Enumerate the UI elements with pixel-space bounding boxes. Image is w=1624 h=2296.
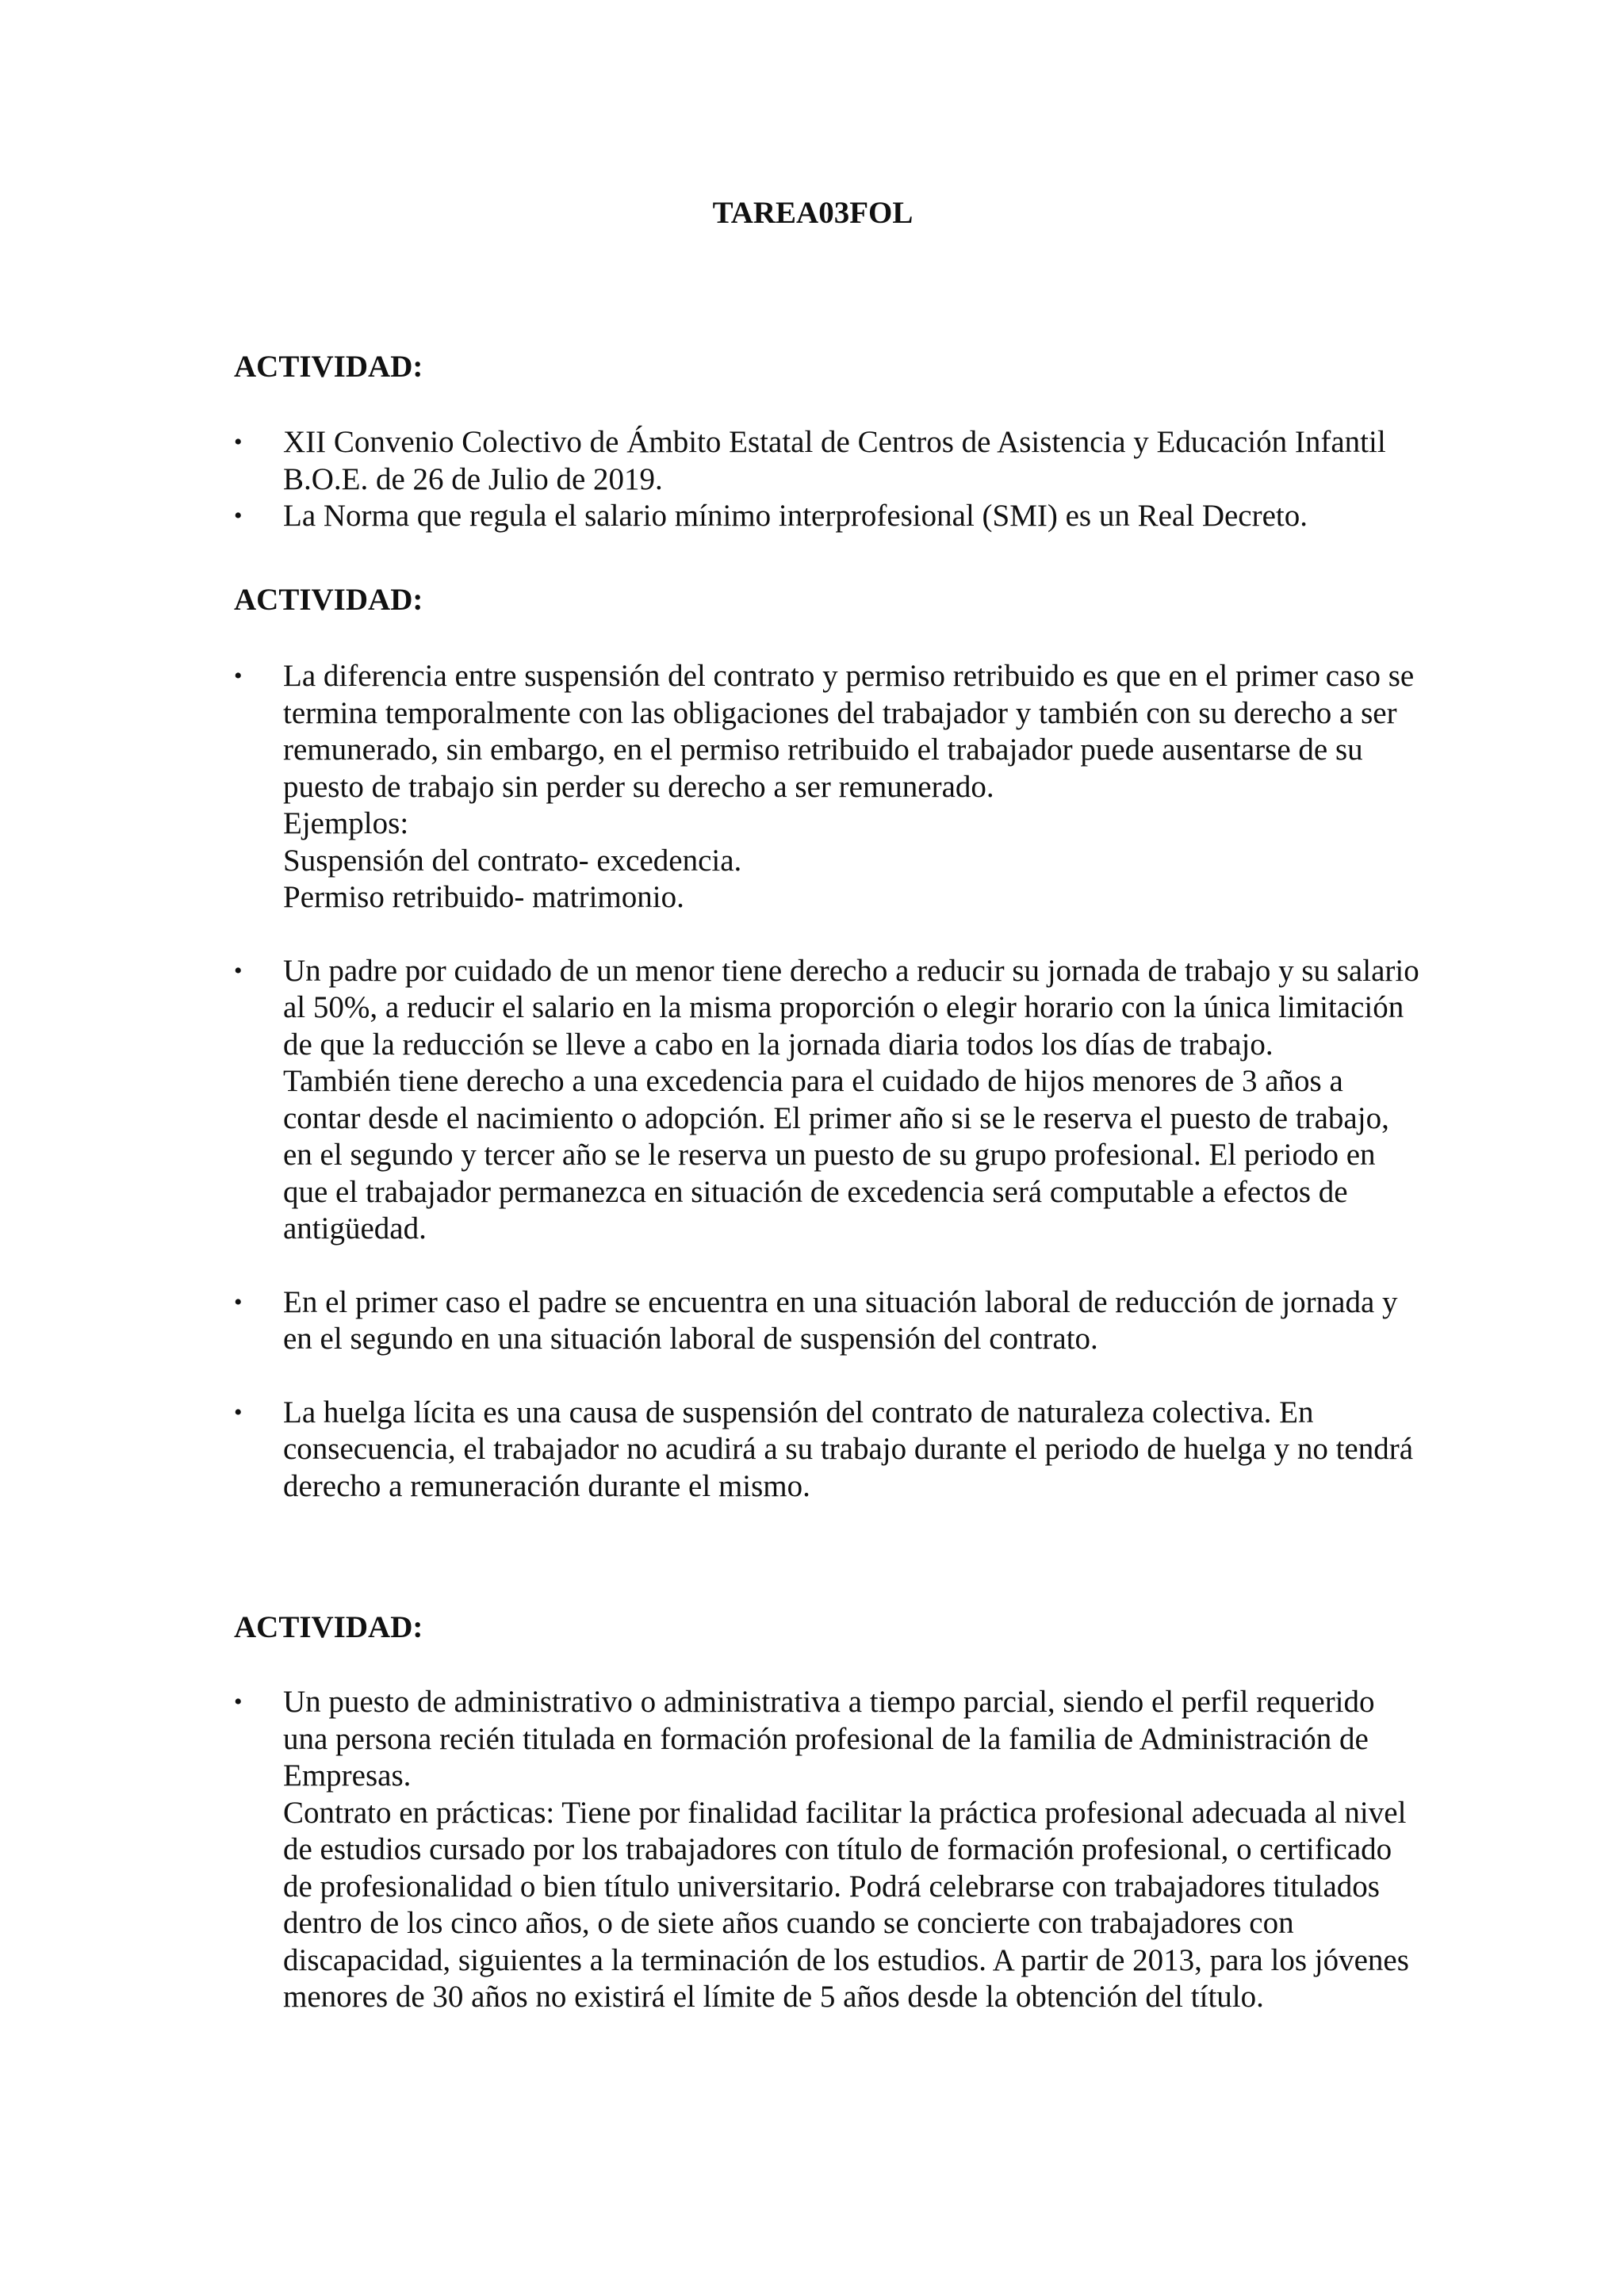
list-item-text: En el primer caso el padre se encuentra en una situación laboral de reducción de jornada y en el segundo en una situación laboral de suspensión del contrato. xyxy=(283,1284,1398,1356)
list-item-text: La huelga lícita es una causa de suspensión del contrato de naturaleza colectiva. En consecuencia, el trabajador no acudirá a su trabajo durante el periodo de huelga y no tendrá derecho a remuneración durante el mismo. xyxy=(283,1395,1414,1503)
list-item xyxy=(234,658,1423,916)
section-heading-3: ACTIVIDAD: xyxy=(234,1610,423,1644)
list-item-text: Suspensión del contrato- excedencia. xyxy=(283,843,742,878)
list-item xyxy=(234,498,1423,535)
bullet-icon: • xyxy=(234,663,243,689)
list-item xyxy=(234,1684,1423,2016)
list-item-text: Ejemplos: xyxy=(283,806,409,840)
bullet-icon: • xyxy=(234,429,243,455)
list-item-text: XII Convenio Colectivo de Ámbito Estatal de Centros de Asistencia y Educación Infantil B.O.E. de 26 de Julio de 2019. xyxy=(283,425,1386,496)
section-heading-2: ACTIVIDAD: xyxy=(234,583,423,617)
list-item-text: Un padre por cuidado de un menor tiene derecho a reducir su jornada de trabajo y su salario al 50%, a reducir el salario en la misma proporción o elegir horario con la única limitación de que la reducción se lleve a cabo en la jornada diaria todos los días de trabajo. xyxy=(283,953,1419,1062)
page-title: TAREA03FOL xyxy=(712,196,914,230)
list-item-text: También tiene derecho a una excedencia para el cuidado de hijos menores de 3 años a contar desde el nacimiento o adopción. El primer año si se le reserva el puesto de trabajo, en el segundo y tercer año se le reserva un puesto de su grupo profesional. El periodo en que el trabajador permanezca en situación de excedencia será computable a efectos de antigüedad. xyxy=(283,1064,1389,1246)
list-item xyxy=(234,1284,1423,1358)
list-item xyxy=(234,424,1423,498)
list-item-text: La Norma que regula el salario mínimo interprofesional (SMI) es un Real Decreto. xyxy=(283,499,1308,533)
list-item xyxy=(234,953,1423,1248)
bullet-icon: • xyxy=(234,1399,243,1425)
bullet-icon: • xyxy=(234,503,243,529)
bullet-icon: • xyxy=(234,957,243,984)
list-item-text: La diferencia entre suspensión del contrato y permiso retribuido es que en el primer caso se termina temporalmente con las obligaciones del trabajador y también con su derecho a ser remunerado, sin embargo, en el permiso retribuido el trabajador puede ausentarse de su puesto de trabajo sin perder su derecho a ser remunerado. xyxy=(283,659,1415,804)
section-1-list xyxy=(234,424,1423,535)
section-3-list xyxy=(234,1684,1423,2016)
section-2-list xyxy=(234,658,1423,1505)
list-item-text: Contrato en prácticas: Tiene por finalidad facilitar la práctica profesional adecuada al nivel de estudios cursado por los trabajadores con título de formación profesional, o certificado de profesionalidad o bien título universitario. Podrá celebrarse con trabajadores titulados dentro de los cinco años, o de siete años cuando se concierte con trabajadores con discapacidad, siguientes a la terminación de los estudios. A partir de 2013, para los jóvenes menores de 30 años no existirá el límite de 5 años desde la obtención del título. xyxy=(283,1795,1409,2014)
list-item-text: Un puesto de administrativo o administrativa a tiempo parcial, siendo el perfil requerido una persona recién titulada en formación profesional de la familia de Administración de Empresas. xyxy=(283,1685,1375,1793)
list-item-text: Permiso retribuido- matrimonio. xyxy=(283,880,684,914)
bullet-icon: • xyxy=(234,1689,243,1715)
bullet-icon: • xyxy=(234,1288,243,1315)
section-heading-1: ACTIVIDAD: xyxy=(234,350,423,384)
list-item xyxy=(234,1395,1423,1506)
